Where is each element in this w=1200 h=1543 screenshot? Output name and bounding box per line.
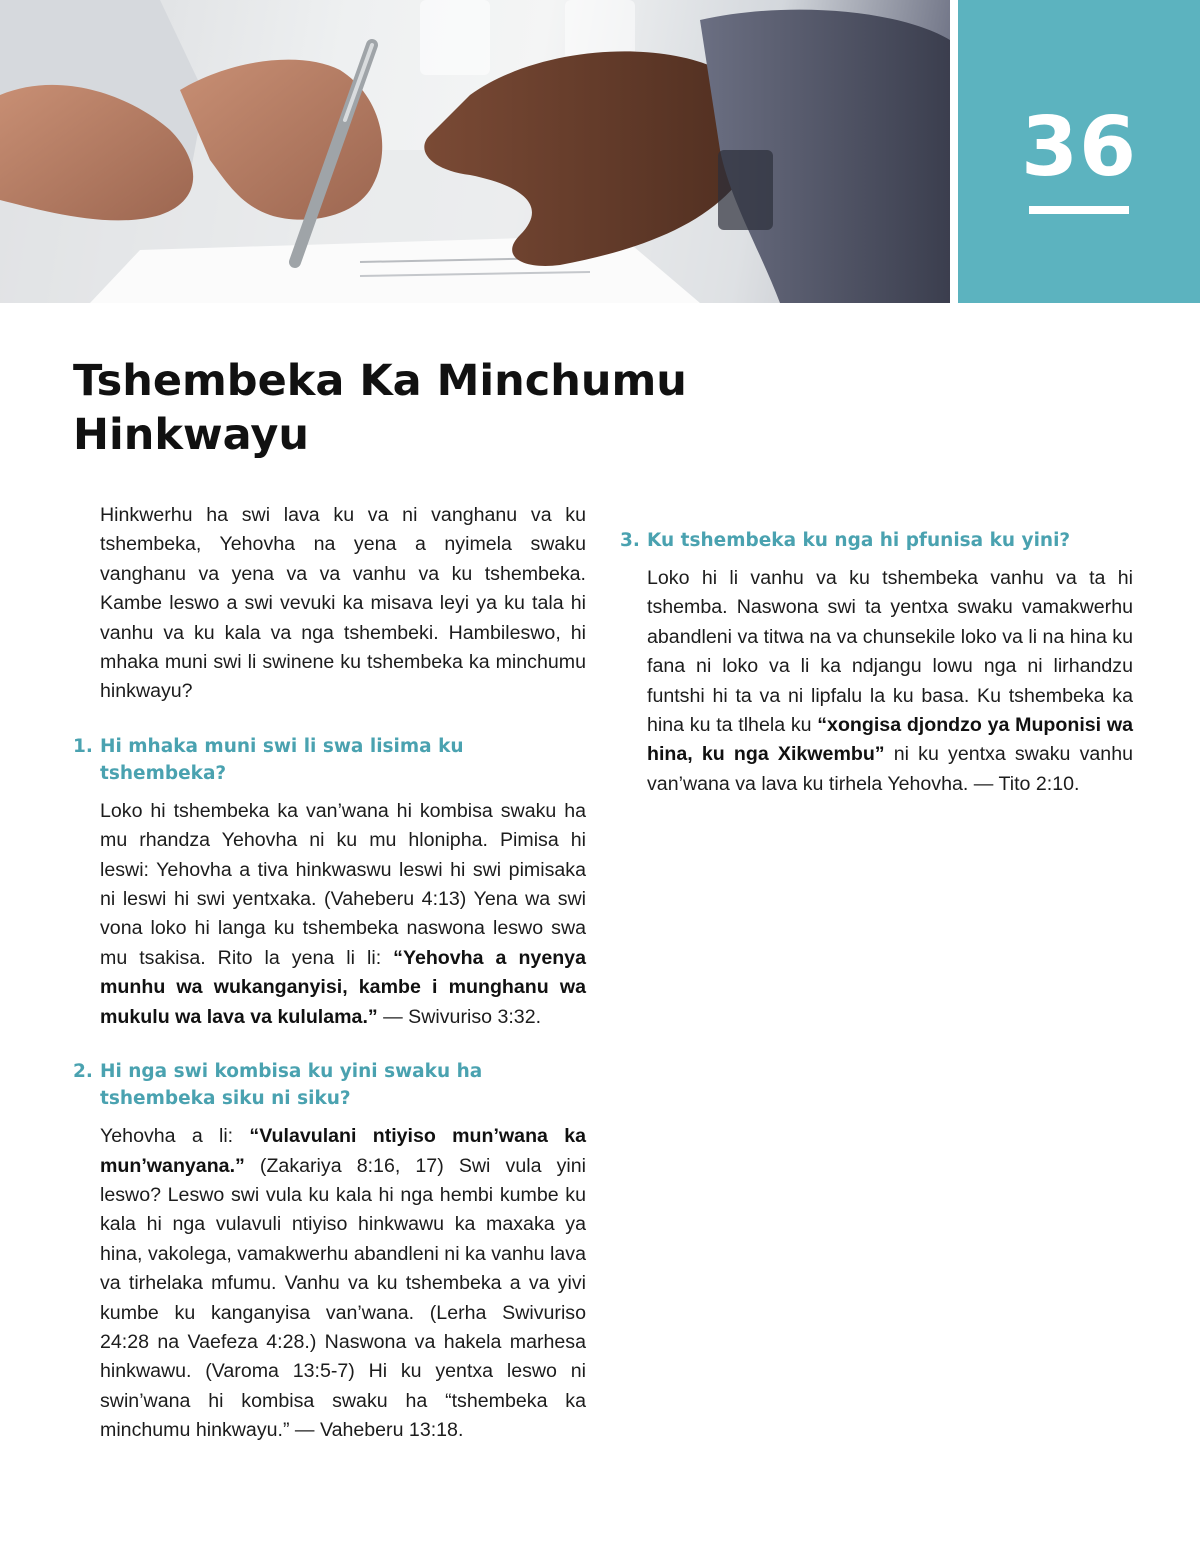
section-2-text: (Zakariya 8:16, 17) Swi vula yini leswo? Leswo swi vula ku kala hi nga hembi kumbe ku kala hi nga vulavuli ntiyiso hinkwawu ka maxaka ya hina, vakolega, vamakwerhu abandleni ni ka vanhu lava va tirhelaka mfumu. Vanhu va ku tshembeka a va yivi kumbe ku kanganyisa van’wana. (Lerha Swivuriso 24:28 na Vaefeza 4:28.) Naswona va hakela marhesa hinkwawu. (Varoma 13:5-7) Hi ku yentxa leswo ni swin’wana hi kombisa swaku ha “tshembeka ka minchumu hinkwayu.” — Vaheberu 13:18. [100, 1154, 586, 1442]
section-2-paragraph [100, 1122, 586, 1445]
lesson-number: 36 [1020, 100, 1138, 195]
handshake-contract-illustration [0, 0, 950, 303]
section-3-text: Loko hi li vanhu va ku tshembeka vanhu va ta hi tshemba. Naswona swi ta yentxa swaku vamakwerhu abandleni va titwa na va chunsekile loko va li na hina ku fana ni loko va li ka ndjangu lowu nga ni lirhandzu funtshi hi ta va ni lipfalu la ku basa. Ku tshembeka ka hina ku ta tlhela ku [647, 567, 1133, 737]
section-2-number: 2. [73, 1061, 93, 1083]
section-2-text-start: Yehovha a li: [100, 1125, 250, 1148]
section-2-heading-text: Hi nga swi kombisa ku yini swaku ha tshembeka siku ni siku? [100, 1061, 483, 1110]
section-3-number: 3. [620, 530, 640, 551]
section-2-quote: “Vulavulani ntiyiso mun’wana ka mun’wanyana.” [100, 1125, 586, 1177]
lesson-number-underline [1029, 206, 1129, 214]
section-1-quote: “Yehovha a nyenya munhu wa wukanganyisi, kambe i munghanu wa mukulu wa lava va kululama.” [100, 946, 586, 1028]
left-column [73, 501, 586, 1446]
section-3-paragraph [647, 564, 1133, 799]
section-1-text: Loko hi tshembeka ka van’wana hi kombisa swaku ha mu rhandza Yehovha ni ku mu hlonipha. Pimisa hi leswi: Yehovha a tiva hinkwaswu leswi hi swi pimisaka ni leswi hi swi yentxaka. (Vaheberu 4:13) Yena wa swi vona loko hi langa ku tshembeka naswona leswo swa mu tsakisa. Rito la yena li li: [100, 799, 586, 969]
page-title: Tshembeka Ka Minchumu Hinkwayu [73, 356, 687, 460]
lesson-number-box [958, 0, 1200, 303]
section-1-heading-text: Hi mhaka muni swi li swa lisima ku tshembeka? [100, 735, 464, 784]
hero-photo [0, 0, 950, 303]
section-1-paragraph [100, 797, 586, 1032]
section-1-citation: — Swivuriso 3:32. [377, 1005, 542, 1028]
section-3-citation: ni ku yentxa swaku vanhu van’wana va lava ku tirhela Yehovha. — Tito 2:10. [647, 743, 1133, 795]
section-1-heading [73, 733, 586, 787]
section-3-heading [620, 527, 1133, 554]
section-2-heading [73, 1058, 586, 1112]
section-1-number: 1. [73, 735, 93, 757]
section-3-heading-text: Ku tshembeka ku nga hi pfunisa ku yini? [647, 530, 1071, 551]
intro-paragraph: Hinkwerhu ha swi lava ku va ni vanghanu va ku tshembeka, Yehovha na yena a nyimela swaku vanghanu va yena va va vanhu va ku tshembeka. Kambe leswo a swi vevuki ka misava leyi ya ku tala hi vanhu va ku kala va nga tshembeki. Hambileswo, hi mhaka muni swi li swinene ku tshembeka ka minchumu hinkwayu? [100, 504, 586, 703]
section-3-quote: “xongisa djondzo ya Muponisi wa hina, ku nga Xikwembu” [647, 714, 1133, 766]
right-column [620, 501, 1133, 799]
